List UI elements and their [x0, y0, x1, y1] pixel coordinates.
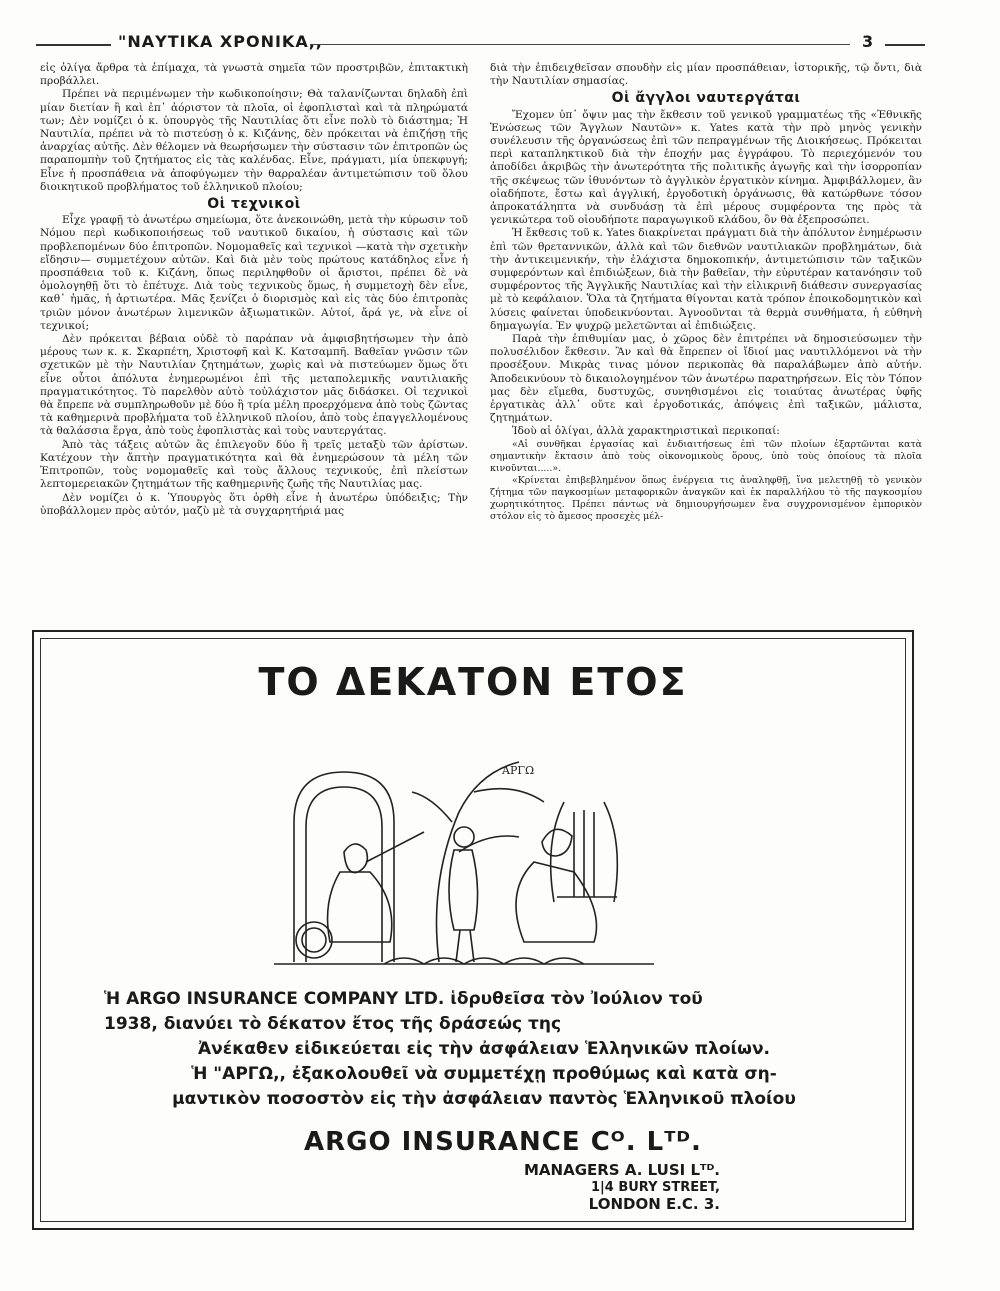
paragraph: Ἀπὸ τὰς τάξεις αὐτῶν ἂς ἐπιλεγοῦν δύο ἢ τρεῖς μεταξὺ τῶν ἀρίστων. Κατέχουν τὴν ἄπτὴν πραγματικότητα καὶ θὰ ἐνημερώσουν τὰ μέλη τῶν Ἐπιτροπῶν, τοὺς νομομαθεῖς καὶ τοὺς ἄλλους τεχνικούς, ἐπὶ πλείστων λεπτομερειακῶν ζητημάτων τῆς καθημερινῆς ζωῆς τῆς Ναυτιλίας μας. — [40, 438, 468, 491]
company-address — [524, 1162, 720, 1213]
ad-line: Ἀνέκαθεν εἰδικεύεται εἰς τὴν ἀσφάλειαν Ἑλληνικῶν πλοίων. — [198, 1039, 770, 1059]
paragraph: Ἡ ἔκθεσις τοῦ κ. Yates διακρίνεται πράγματι διὰ τὴν ἀπόλυτον ἐνημέρωσιν ἐπὶ τῶν θρεταννικῶν, ἀλλὰ καὶ τῶν διεθνῶν ναυτιλιακῶν προβλημάτων, διὰ τὴν ἀντικειμενικήν, τὴν ἐλάχιστα δημοκοπικήν, ἀντιμετώπισιν τῶν ταξικῶν συμφερόντων καὶ ἐπιδιώξεων, διὰ τὴν βαθεῖαν, τὴν εὐρυτέραν κατανόησιν τοῦ συμφέροντος τῆς Ἀγγλικῆς Ναυτιλίας καὶ τὴν εἰλικρινῆ διάθεσιν συνεργασίας μὲ τὸ κεφάλαιον. Ὅλα τὰ ζητήματα θίγονται κατὰ τρόπον ἐποικοδομητικὸν καὶ λύσεις φαίνεται ὑποδεικνύονται. Ἀγνοοῦνται τὰ θερμὰ συνθήματα, ἡ εὐθηνὴ δημαγωγία. Ἐν ψυχρῷ μελετῶνται αἱ ἐπιδιώξεις. — [490, 227, 922, 332]
header-rule-middle — [310, 44, 850, 45]
masthead: "ΝΑΥΤΙΚΑ ΧΡΟΝΙΚΑ,, — [118, 32, 323, 51]
advertisement-box — [32, 630, 914, 1230]
right-column — [490, 62, 922, 523]
paragraph: Εἶχε γραφῇ τὸ ἀνωτέρω σημείωμα, ὅτε ἀνεκοινώθη, μετὰ τὴν κύρωσιν τοῦ Νόμου περὶ κωδικοποιήσεως τοῦ ναυτικοῦ δικαίου, ἡ σύστασις καὶ τῶν προβλεπομένων δύο ἐπιτροπῶν. Νομομαθεῖς καὶ τεχνικοὶ —κατὰ τὴν σχετικὴν εἴδησιν— συμμετέχουν αὐτῶν. Καὶ διὰ μὲν τοὺς πρώτους κατάδηλος εἶνε ἡ προσπάθεια τοῦ κ. Κιζάνη, ὅπως περιληφθοῦν οἱ ἄριστοι, πρέπει δὲ νὰ ὁμολογηθῇ ὅτι τὸ ἐπέτυχε. Διὰ τοὺς τεχνικοὺς ὅμως, ἡ συμμετοχὴ δὲν εἶνε, καθ᾿ ἡμᾶς, ἡ ἀρτιωτέρα. Μᾶς ξενίζει ὁ διορισμὸς καὶ εἰς τὰς δύο ἐπιτροπὰς τριῶν μόνον ἀνωτέρων λιμενικῶν ἀξιωματικῶν. Αὐτοί, ἄρά γε, νὰ εἶνε οἱ τεχνικοί; — [40, 214, 468, 332]
paragraph: Δὲν πρόκειται βέβαια οὐδὲ τὸ παράπαν νὰ ἀμφισβητήσωμεν τὴν ἀπὸ μέρους των κ. κ. Σκαρπέτη, Χριστοφῆ καὶ Κ. Κατσαμπῆ. Βαθεῖαν γνῶσιν τῶν σχετικῶν μὲ τὴν Ναυτιλίαν ζητημάτων, χωρὶς καὶ νὰ πιστεύωμεν ὅμως ὅτι εἶνε οὗτοι ἀπόλυτα ἐνημερωμένοι ἐπὶ τῆς μεταπολεμικῆς ναυτιλιακῆς πραγματικότητος. Τὸ παρελθὸν αὐτὸ τοὐλάχιστον μᾶς διδάσκει. Οἱ τεχνικοὶ θὰ ἔπρεπε νὰ συμπληρωθοῦν μὲ δύο ἢ τρία μέλη προερχόμενα ἀπὸ τοὺς ζῶντας τὰ καθημερινὰ προβλήματα τοῦ ἑλληνικοῦ πλοίου, ἀπὸ τοὺς ἐπαγγελλομένους τὰ θαλάσσια ἔργα, ἀπὸ τοὺς ἐφοπλιστὰς καὶ τοὺς ναυτεργάτας. — [40, 333, 468, 438]
paragraph: Δὲν νομίζει ὁ κ. Ὑπουργὸς ὅτι ὀρθὴ εἶνε ἡ ἀνωτέρω ὑπόδειξις; Τὴν ὑποβάλλομεν πρὸς αὐτόν, μαζὺ μὲ τὰ συγχαρητήριά μας — [40, 491, 468, 517]
city-line: LONDON E.C. 3. — [588, 1195, 720, 1213]
paragraph: Παρὰ τὴν ἐπιθυμίαν μας, ὁ χῶρος δὲν ἐπιτρέπει νὰ δημοσιεύσωμεν τὴν πολυσέλιδον ἔκθεσιν. Ἂν καὶ θὰ ἔπρεπεν οἱ ἴδιοί μας ναυτιλλόμενοι νὰ τὴν προσέξουν. Μικρὰς τινας μόνον περικοπὰς θὰ παραλάβωμεν ἀπὸ αὐτήν. Ἀποδεικνύουν τὸ δικαιολογημένον τῶν ἀνωτέρω παρατηρήσεων. Εἰς τὸν Τόπον μας δὲν εἴμεθα, δυστυχῶς, συνηθισμένοι εἰς τοιαύτας ἀνωτέρας ὑφῆς ἐργατικὰς ἀλλ᾿ οὔτε καὶ ἐργοδοτικάς, ἀπόψεις ἐπὶ ταξικῶν, μάλιστα, ζητημάτων. — [490, 333, 922, 425]
paragraph: διὰ τὴν ἐπιδειχθεῖσαν σπουδὴν εἰς μίαν προσπάθειαν, ἱστορικῆς, τῷ ὄντι, διὰ τὴν Ναυτιλίαν σημασίας. — [490, 62, 922, 88]
quote: «Αἱ συνθῆκαι ἐργασίας καὶ ἐνδιαιτήσεως ἐπὶ τῶν πλοίων ἐξαρτῶνται κατὰ σημαντικὴν ἔκτασιν ἀπὸ τοὺς οἰκονομικοὺς ὅρους, ὑπὸ τοὺς ὁποίους τὰ πλοῖα κινοῦνται.....». — [490, 438, 922, 474]
section-heading: Οἱ τεχνικοὶ — [207, 196, 301, 213]
ad-line: Ἡ ARGO INSURANCE COMPANY LTD. ἱδρυθεῖσα τὸν Ἰούλιον τοῦ — [104, 989, 703, 1009]
header-rule-right — [885, 44, 925, 46]
paragraph: Πρέπει νὰ περιμένωμεν τὴν κωδικοποίησιν; Θὰ ταλανίζωνται δηλαδὴ ἐπὶ μίαν διετίαν ἢ καὶ ἐπ᾿ ἀόριστον τὰ πλοῖα, οἱ ἐφοπλισταὶ καὶ τὰ πληρώματά των; Δὲν νομίζει ὁ κ. ὑπουργὸς τῆς Ναυτιλίας ὅτι εἶνε πολὺ τὸ διάστημα; Ἡ Ναυτιλία, πρέπει νὰ τὸ πιστεύσῃ ὁ κ. Κιζάνης, δὲν πρόκειται νὰ ἐπιζήσῃ τῆς ἀναρχίας αὐτῆς. Δὲν θέλομεν νὰ θεωρήσωμεν τὴν σύστασιν τῶν ἐπιτροπῶν ὡς παραπομπὴν τοῦ ζητήματος εἰς τὰς καλένδας. Εἶνε, πράγματι, μία ὑπεκφυγή; Εἶνε ἡ προσπάθεια νὰ ἀποφύγωμεν τὴν θαρραλέαν ἀντιμετώπισιν τοῦ ὅλου διοικητικοῦ προβλήματος τοῦ ἑλληνικοῦ πλοίου; — [40, 88, 468, 193]
illustration-caption: ΑΡΓΩ — [502, 764, 535, 777]
quote: «Κρίνεται ἐπιβεβλημένον ὅπως ἐνέργεια τις ἀναληφθῇ, ἵνα μελετηθῇ τὸ γενικὸν ζήτημα τῶν παγκοσμίων μεταφορικῶν ἀναγκῶν καὶ ἐκ παραλλήλου τὸ τῆς παγκοσμίου χωρητικότητος. Πρέπει πάντως νὰ δημιουργήσωμεν ἕνα συγχρονισμένον ἐμπορικὸν στόλον εἰς τὸ ἄμεσος προσεχὲς μέλ- — [490, 474, 922, 522]
managers-line: MANAGERS A. LUSI Lᵀᴰ. — [524, 1161, 720, 1179]
section-heading: Οἱ ἄγγλοι ναυτεργάται — [611, 90, 801, 107]
paragraph: εἰς ὀλίγα ἄρθρα τὰ ἐπίμαχα, τὰ γνωστὰ σημεῖα τῶν προστριβῶν, ἐπιτακτικὴ προβάλλει. — [40, 62, 468, 88]
paragraph: Ἔχομεν ὑπ᾿ ὄψιν μας τὴν ἔκθεσιν τοῦ γενικοῦ γραμματέως τῆς «Ἐθνικῆς Ἑνώσεως τῶν Ἄγγλων Ναυτῶν» κ. Yates κατὰ τὴν πρὸ μηνὸς γενικὴν συνέλευσιν τῆς ὀργανώσεως ἐπὶ τῶν πεπραγμένων τῆς Διοικήσεως. Πρόκειται περὶ καταπληκτικοῦ διὰ τὴν ἐποχήν μας ἐγγράφου. Τὸ περιεχόμενόν του ἀποδίδει ἀκριβῶς τὴν ἀνωτερότητα τῆς πολιτικῆς ἀγωγῆς καὶ τὴν ἰσορροπίαν τῆς σκέψεως τῶν ἰθυνόντων τὸ ἀγγλικὸν ἐργατικὸν κίνημα. Ἀμφιβάλλομεν, ἂν οἱαδήποτε, ἔστω καὶ ἀγγλική, ἐργοδοτικὴ ὀργάνωσις, θὰ κατώρθωνε τόσον ἀπροκατάληπτα νὰ συνδυάσῃ τὰ ἐπὶ μέρους συμφέροντα της πρὸς τὰ γενικώτερα τοῦ οἱουδήποτε παραγωγικοῦ κλάδου, ὂν θὰ ἐξεπροσώπει. — [490, 108, 922, 227]
paragraph: Ἰδοὺ αἱ ὀλίγαι, ἀλλὰ χαρακτηριστικαὶ περικοπαί: — [512, 425, 780, 438]
ad-line: μαντικὸν ποσοστὸν εἰς τὴν ἀσφάλειαν παντὸς Ἑλληνικοῦ πλοίου — [172, 1089, 796, 1109]
page-number: 3 — [862, 32, 874, 51]
company-name: ARGO INSURANCE Cᴼ. Lᵀᴰ. — [304, 1127, 702, 1157]
advertisement-body — [104, 987, 864, 1112]
ad-line: 1938, διανύει τὸ δέκατον ἔτος τῆς δράσεώς της — [104, 1014, 562, 1034]
argonaut-illustration — [274, 732, 654, 972]
header-rule-left — [36, 44, 111, 46]
left-column — [40, 62, 468, 518]
street-line: 1|4 BURY STREET, — [590, 1180, 720, 1195]
ad-line: Ἡ "ΑΡΓΩ,, ἐξακολουθεῖ νὰ συμμετέχῃ προθύμως καὶ κατὰ ση- — [191, 1064, 777, 1084]
advertisement-title: ΤΟ ΔΕΚΑΤΟΝ ΕΤΟΣ — [258, 660, 688, 704]
